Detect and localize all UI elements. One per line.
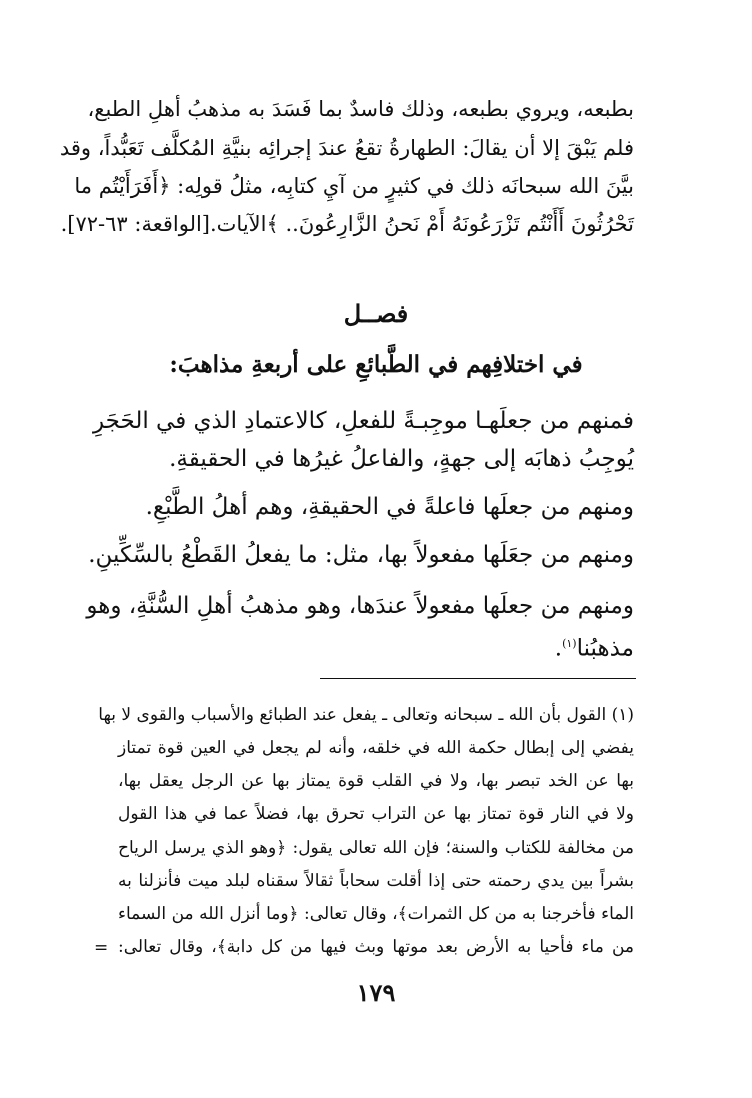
continuation-mark: = bbox=[94, 938, 109, 958]
footnote-line: بها عن الخد تبصر بها، ولا في القلب قوة يمتاز بها عن الرجل يعقل بها، bbox=[118, 771, 634, 791]
footnote-line: ولا في النار قوة تمتاز بها عن التراب تحرق بها، فضلاً عما في هذا القول bbox=[118, 804, 634, 824]
page-number: ١٧٩ bbox=[356, 978, 396, 1007]
text-line: ومنهم من جعَلَها مفعولاً بها، مثل: ما يفعلُ القَطْعُ بالسِّكِّينِ. bbox=[88, 542, 634, 568]
section-subtitle: في اختلافِهم في الطَّبائعِ على أربعةِ مذاهبَ: bbox=[169, 351, 583, 378]
footnote-line: من ماء فأحيا به الأرض بعد موتها وبث فيها من كل دابة﴾، وقال تعالى: bbox=[118, 937, 634, 957]
footnote-line: الماء فأخرجنا به من كل الثمرات﴾، وقال تعالى: ﴿وما أنزل الله من السماء bbox=[118, 904, 634, 924]
text-line: ومنهم من جعلَها فاعلةً في الحقيقةِ، وهم أهلُ الطَّبْعِ. bbox=[145, 494, 634, 520]
footnote-line: (١) القول بأن الله ـ سبحانه وتعالى ـ يفعل عند الطبائع والأسباب والقوى لا بها bbox=[98, 705, 634, 725]
text-line: مذهبُنا$^{(١)}$. bbox=[554, 635, 634, 662]
footnote-line: يفضي إلى إبطال حكمة الله في خلقه، وأنه لم يجعل في العين قوة تمتاز bbox=[118, 738, 634, 758]
text-line: يُوجِبُ ذهابَه إلى جهةٍ، والفاعلُ غيرُها في الحقيقةِ. bbox=[169, 446, 634, 472]
text-line: ومنهم من جعلَها مفعولاً عندَها، وهو مذهبُ أهلِ السُّنَّةِ، وهو bbox=[86, 593, 634, 619]
footnote-marker: (١) bbox=[562, 637, 577, 650]
text-line: بيَّنَ الله سبحانَه ذلك في كثيرٍ من آيِ كتابِه، مثلُ قولِه: ﴿أَفَرَأَيْتُم ما bbox=[74, 174, 634, 198]
text-line: تَحْرُثُونَ أَأَنْتُم تَزْرَعُونَهُ أَمْ نَحنُ الزَّارِعُونَ.. ﴾الآيات.[الواقعة: ٦٣-٧٢]. bbox=[60, 212, 634, 236]
text-line: فلم يَبْقَ إلا أن يقالَ: الطهارةُ تقعُ عندَ إجرائِه بنيَّةِ المُكلَّف تَعَبُّداً، وقد bbox=[59, 136, 634, 160]
section-title: فصــل bbox=[343, 299, 409, 328]
text-fragment: مذهبُنا bbox=[576, 635, 634, 662]
footnote-line: من مخالفة للكتاب والسنة؛ فإن الله تعالى يقول: ﴿وهو الذي يرسل الرياح bbox=[118, 838, 634, 858]
text-line: بطبعه، ويروي بطبعه، وذلك فاسدٌ بما فَسَدَ به مذهبُ أهلِ الطبع، bbox=[87, 97, 634, 121]
footnote-line: بشراً بين يدي رحمته حتى إذا أقلت سحاباً ثقالاً سقناه لبلد ميت فأنزلنا به bbox=[118, 871, 634, 891]
text-line: فمنهم من جعلَهـا موجِبـةً للفعلِ، كالاعتمادِ الذي في الحَجَرِ bbox=[92, 408, 634, 434]
footnote-separator bbox=[320, 678, 636, 679]
